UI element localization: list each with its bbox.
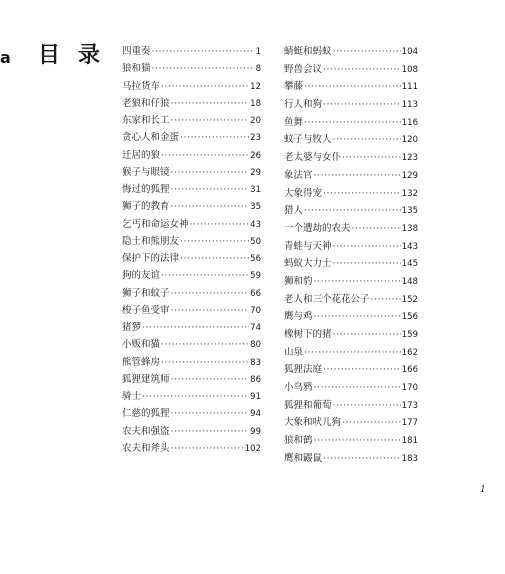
toc-entry-title: 小贩和猫: [122, 339, 161, 351]
toc-leader-dots: [333, 131, 401, 149]
toc-entry-page: 148: [401, 276, 418, 287]
toc-entry-page: 132: [401, 188, 418, 199]
toc-leader-dots: [171, 198, 250, 215]
toc-entry: [122, 371, 261, 388]
toc-entry-title: 四重奏: [122, 46, 151, 57]
toc-entry-page: 86: [250, 374, 261, 385]
toc-entry-page: 91: [250, 392, 261, 402]
toc-leader-dots: [171, 302, 250, 319]
toc-entry: [284, 432, 418, 450]
toc-entry-title: 贪心人和金蛋: [122, 132, 180, 144]
toc-leader-dots: [171, 440, 244, 457]
toc-entry-page: 26: [250, 150, 261, 161]
toc-entry-page: 159: [401, 330, 418, 340]
page-title: 目录: [38, 43, 119, 68]
page-number: 1: [480, 485, 486, 495]
toc-entry: [284, 78, 418, 96]
toc-entry: [284, 344, 418, 362]
toc-leader-dots: [314, 432, 401, 450]
toc-entry-title: 一个遭劫的农夫: [284, 222, 351, 234]
toc-leader-dots: [333, 238, 401, 256]
toc-entry: [122, 319, 261, 336]
toc-entry: [284, 255, 418, 273]
toc-entry: [284, 308, 418, 326]
toc-leader-dots: [352, 220, 401, 238]
toc-entry: [122, 440, 261, 457]
toc-entry-page: 99: [250, 426, 261, 437]
toc-entry-title: 老人和三个花花公子: [284, 293, 370, 305]
toc-entry-page: 50: [250, 236, 261, 247]
toc-entry-page: 111: [401, 82, 418, 93]
toc-entry-page: 152: [401, 294, 418, 305]
toc-entry-title: 老狼和仔狼: [122, 97, 170, 109]
toc-entry-page: 120: [401, 135, 418, 146]
toc-entry: [122, 164, 261, 181]
toc-entry-title: 狐狸法庭: [284, 364, 323, 376]
toc-leader-dots: [333, 255, 401, 273]
toc-entry: [122, 43, 261, 60]
toc-entry-title: 行人和狗: [284, 99, 323, 111]
toc-entry-title: 大象和吠儿狗: [284, 417, 342, 429]
toc-entry-page: 183: [401, 453, 418, 464]
toc-entry: [284, 326, 418, 344]
toc-entry: [122, 267, 261, 284]
toc-entry-page: 80: [250, 340, 261, 351]
toc-entry-title: 马拉货车: [122, 80, 161, 92]
toc-entry: [284, 61, 418, 79]
toc-entry-title: 农夫和强盗: [122, 425, 170, 437]
toc-entry-title: 小乌鸦: [284, 382, 313, 394]
toc-entry-page: 83: [250, 357, 261, 368]
toc-leader-dots: [333, 326, 401, 344]
toc-entry-title: 狐狸建筑师: [122, 373, 170, 385]
toc-leader-dots: [171, 285, 250, 302]
toc-entry-title: 攀藤: [284, 81, 304, 93]
toc-entry-page: 59: [250, 271, 261, 282]
toc-entry-page: 166: [401, 365, 418, 376]
toc-entry: [284, 238, 418, 256]
toc-entry-page: 35: [250, 202, 261, 213]
toc-entry-title: 蚂蚁大力士: [284, 258, 332, 270]
toc-entry-title: 老太婆与女仆: [284, 152, 342, 164]
toc-entry-page: 29: [250, 167, 261, 178]
toc-entry: [284, 450, 418, 468]
toc-entry-title: 狐狸和葡萄: [284, 399, 332, 411]
toc-entry-title: 猎人: [284, 205, 304, 217]
toc-entry: [122, 78, 261, 95]
toc-leader-dots: [323, 96, 401, 114]
toc-entry-page: 12: [250, 81, 261, 92]
toc-leader-dots: [161, 336, 249, 353]
toc-entry-page: 56: [250, 254, 261, 264]
toc-entry: [284, 220, 418, 238]
toc-leader-dots: [190, 216, 250, 233]
toc-entry-title: 熊管蜂房: [122, 356, 161, 368]
toc-entry: [122, 285, 261, 302]
toc-leader-dots: [323, 361, 401, 379]
toc-entry-page: 123: [401, 153, 418, 164]
toc-entry: [284, 379, 418, 397]
toc-entry-page: 23: [250, 133, 261, 144]
toc-entry-title: 保护下的法律: [122, 253, 180, 264]
toc-leader-dots: [342, 414, 401, 432]
toc-leader-dots: [171, 405, 250, 422]
toc-entry: [122, 216, 261, 233]
toc-leader-dots: [171, 181, 250, 198]
toc-entry: [284, 149, 418, 167]
toc-entry: [122, 95, 261, 112]
toc-entry: [284, 397, 418, 415]
toc-leader-dots: [161, 267, 249, 284]
toc-entry-title: 狼和猫: [122, 63, 151, 75]
toc-leader-dots: [180, 233, 249, 250]
toc-leader-dots: [180, 129, 249, 146]
toc-entry-page: 94: [250, 409, 261, 420]
toc-entry-page: 162: [401, 347, 418, 358]
toc-entry: [284, 273, 418, 291]
toc-entry: [122, 198, 261, 215]
toc-entry-title: 狮子和蚊子: [122, 287, 170, 299]
toc-entry: [284, 185, 418, 203]
toc-entry-title: 猴子与眼镜: [122, 166, 170, 178]
toc-entry-page: 18: [250, 98, 261, 109]
toc-entry-page: 31: [250, 185, 261, 195]
toc-leader-dots: [161, 354, 249, 371]
toc-entry: [122, 129, 261, 146]
toc-entry-page: 108: [401, 64, 418, 75]
toc-entry: [284, 114, 418, 132]
toc-entry-page: 8: [255, 64, 261, 75]
toc-entry-page: 145: [401, 259, 418, 270]
toc-entry: [122, 388, 261, 405]
toc-entry-title: 野兽会议: [284, 63, 323, 75]
toc-entry-page: 102: [244, 443, 261, 454]
toc-column-left: [122, 43, 261, 457]
toc-entry-title: 梭子鱼受审: [122, 304, 170, 316]
toc-entry: [122, 405, 261, 422]
toc-entry-title: 鹰与鸡: [284, 311, 313, 323]
toc-leader-dots: [152, 43, 255, 60]
toc-leader-dots: [314, 308, 401, 326]
toc-entry: [284, 43, 418, 61]
toc-entry-title: 东家和长工: [122, 115, 170, 126]
toc-entry: [284, 96, 418, 114]
toc-entry: [122, 147, 261, 164]
toc-entry-title: 象法官: [284, 169, 313, 181]
toc-entry-title: 猪猡: [122, 322, 142, 333]
toc-entry-title: 狗的友谊: [122, 270, 161, 282]
toc-leader-dots: [142, 388, 249, 405]
toc-leader-dots: [161, 78, 249, 95]
toc-leader-dots: [304, 114, 401, 132]
toc-entry-page: 104: [401, 47, 418, 57]
toc-entry-page: 156: [401, 312, 418, 323]
toc-leader-dots: [304, 78, 401, 96]
toc-leader-dots: [333, 397, 401, 415]
toc-entry-page: 177: [401, 418, 418, 429]
toc-entry: [122, 302, 261, 319]
toc-entry-title: 骑士: [122, 391, 142, 402]
toc-leader-dots: [333, 43, 401, 61]
toc-entry: [284, 291, 418, 309]
toc-entry-page: 181: [401, 436, 418, 447]
toc-entry-page: 138: [401, 223, 418, 234]
toc-entry: [284, 131, 418, 149]
toc-entry: [122, 250, 261, 267]
toc-leader-dots: [171, 371, 250, 388]
toc-leader-dots: [171, 164, 250, 181]
page-edge-fragment: a: [0, 48, 11, 67]
toc-entry: [284, 202, 418, 220]
toc-leader-dots: [161, 147, 249, 164]
toc-entry-title: 大象得宠: [284, 187, 323, 199]
toc-entry-page: 20: [250, 116, 261, 126]
toc-entry-title: 狮和豹: [284, 275, 313, 287]
toc-entry-page: 66: [250, 288, 261, 299]
toc-entry-page: 70: [250, 305, 261, 316]
toc-leader-dots: [171, 95, 250, 112]
toc-leader-dots: [171, 423, 250, 440]
toc-leader-dots: [152, 60, 255, 77]
toc-leader-dots: [171, 112, 250, 129]
toc-leader-dots: [304, 202, 401, 220]
toc-leader-dots: [180, 250, 249, 267]
toc-entry-title: 蜻蜓和蚂蚁: [284, 46, 332, 57]
toc-entry: [122, 112, 261, 129]
toc-entry: [122, 233, 261, 250]
toc-entry: [122, 423, 261, 440]
toc-entry-page: 74: [250, 323, 261, 333]
toc-leader-dots: [142, 319, 249, 336]
toc-entry: [122, 60, 261, 77]
toc-entry-page: 135: [401, 206, 418, 217]
toc-entry-title: 农夫和斧头: [122, 442, 170, 454]
toc-entry: [284, 361, 418, 379]
toc-entry-title: 鹰和鼹鼠: [284, 452, 323, 464]
toc-leader-dots: [342, 149, 401, 167]
toc-leader-dots: [314, 379, 401, 397]
toc-entry-page: 129: [401, 170, 418, 181]
toc-leader-dots: [323, 61, 401, 79]
toc-entry-title: 狮子的教育: [122, 201, 170, 213]
toc-entry-title: 山泉: [284, 346, 304, 358]
toc-column-right: [284, 43, 418, 468]
toc-leader-dots: [323, 185, 401, 203]
toc-entry-page: 116: [401, 117, 418, 128]
toc-entry-title: 青蛙与天神: [284, 240, 332, 252]
toc-entry-page: 113: [401, 100, 418, 111]
toc-leader-dots: [323, 450, 401, 468]
toc-entry-title: 鱼舞: [284, 116, 304, 128]
toc-entry-title: 橡树下的猪: [284, 329, 332, 340]
toc-entry-title: 迁居的狼: [122, 149, 161, 161]
toc-entry-page: 173: [401, 400, 418, 411]
toc-entry-title: 仁慈的狐狸: [122, 408, 170, 420]
toc-leader-dots: [314, 273, 401, 291]
toc-entry-title: 悔过的狐狸: [122, 184, 170, 195]
toc-entry-title: 蚊子与牧人: [284, 134, 332, 146]
toc-entry: [122, 354, 261, 371]
toc-entry-title: 隐士和熊朋友: [122, 235, 180, 247]
toc-entry-title: 乞丐和命运女神: [122, 218, 189, 230]
toc-leader-dots: [371, 291, 401, 309]
toc-entry: [284, 167, 418, 185]
toc-leader-dots: [314, 167, 401, 185]
toc-entry: [122, 181, 261, 198]
toc-entry: [284, 414, 418, 432]
toc-entry-page: 43: [250, 219, 261, 230]
toc-entry: [122, 336, 261, 353]
toc-entry-page: 170: [401, 383, 418, 394]
toc-entry-page: 1: [255, 47, 261, 57]
toc-leader-dots: [304, 344, 401, 362]
toc-entry-page: 143: [401, 241, 418, 252]
toc-entry-title: 狼和鹤: [284, 435, 313, 447]
